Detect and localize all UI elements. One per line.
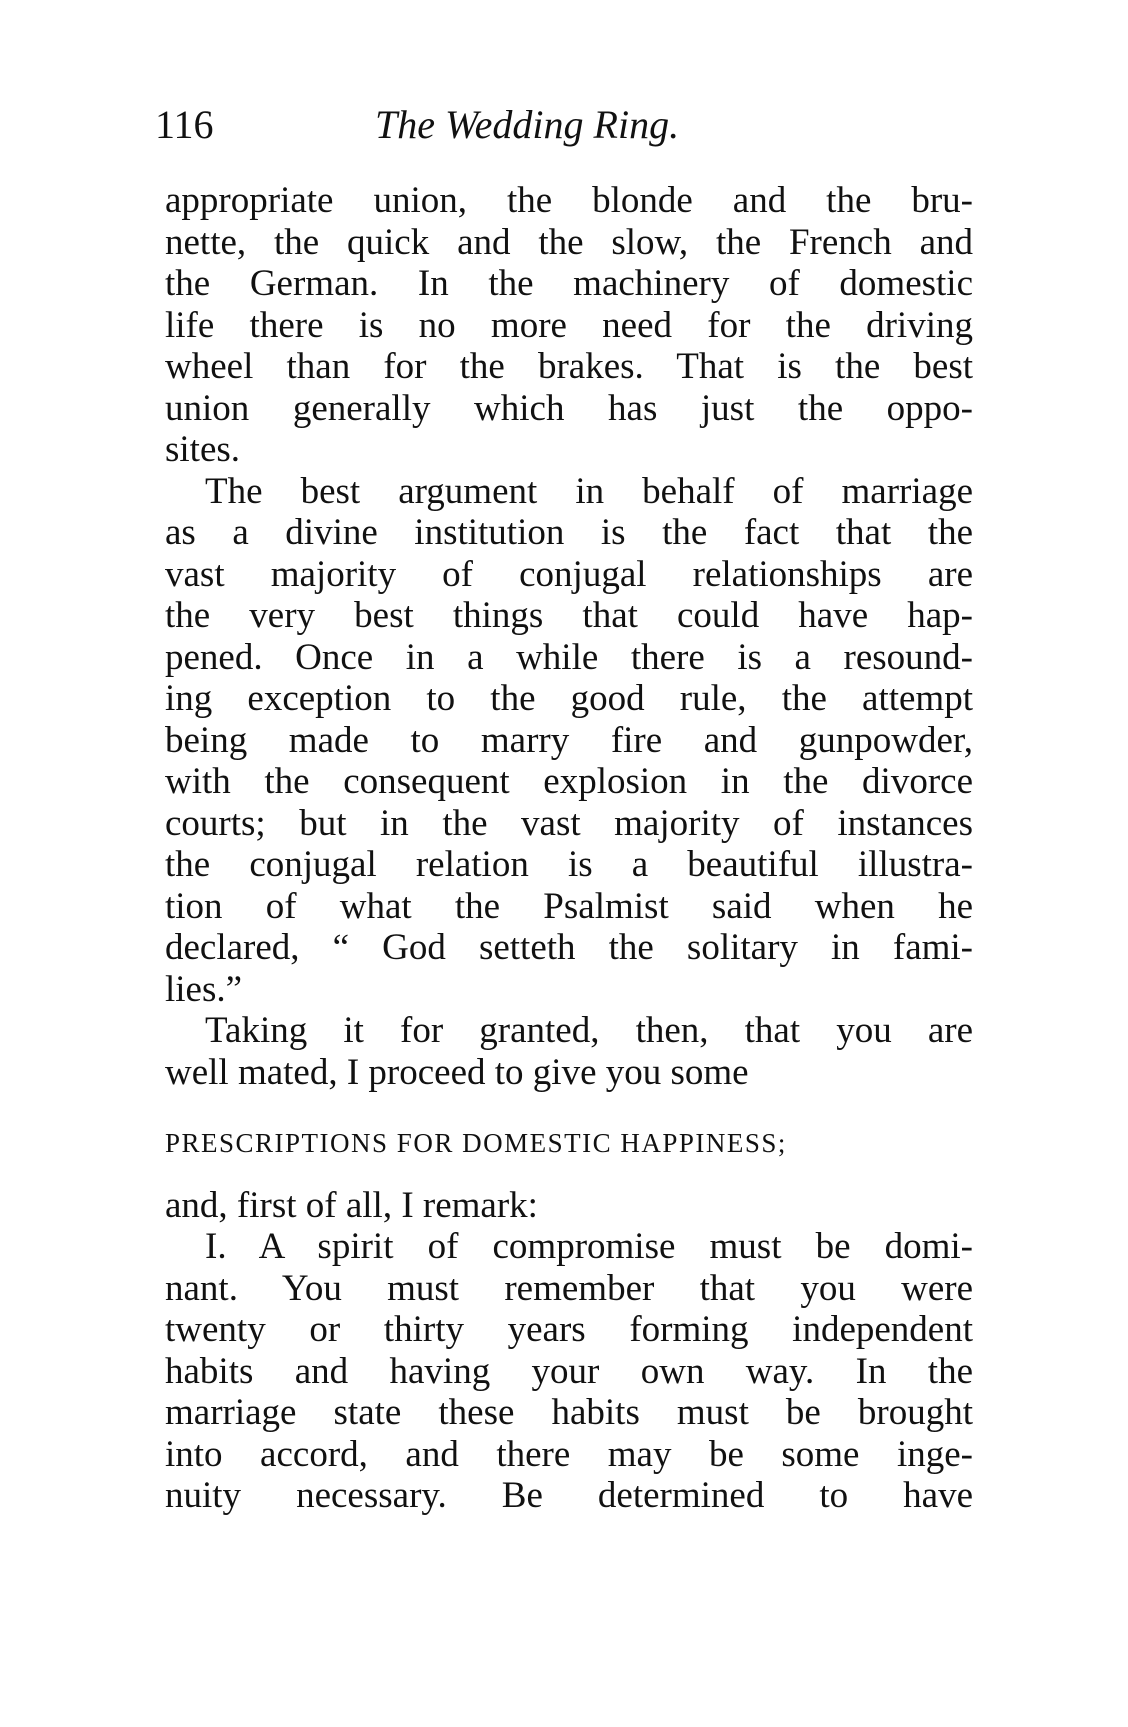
text-line: into accord, and there may be some inge- <box>165 1433 973 1475</box>
running-title: The Wedding Ring. <box>375 102 680 147</box>
text-line: vast majority of conjugal relationships are <box>165 553 973 595</box>
paragraph-5 <box>165 1226 973 1517</box>
text-line: marriage state these habits must be brought <box>165 1392 973 1433</box>
text-line: ing exception to the good rule, the attempt <box>165 678 973 719</box>
text-line: union generally which has just the oppo- <box>165 387 973 429</box>
text-line: appropriate union, the blonde and the bru- <box>165 180 973 221</box>
paragraph-1 <box>165 180 973 471</box>
text-line: nuity necessary. Be determined to have <box>165 1475 973 1516</box>
text-line: nant. You must remember that you were <box>165 1267 973 1309</box>
text-line: nette, the quick and the slow, the French and <box>165 221 973 263</box>
text-line: well mated, I proceed to give you some <box>165 1051 749 1093</box>
text-line: habits and having your own way. In the <box>165 1350 973 1392</box>
text-line: the German. In the machinery of domestic <box>165 263 973 304</box>
text-line: twenty or thirty years forming independent <box>165 1309 973 1350</box>
text-line: the very best things that could have hap- <box>165 595 973 636</box>
text-line: the conjugal relation is a beautiful illustra- <box>165 844 973 885</box>
text-line: being made to marry fire and gunpowder, <box>165 719 973 761</box>
text-line: life there is no more need for the driving <box>165 304 973 346</box>
body-text <box>165 180 973 1517</box>
text-line: with the consequent explosion in the divorce <box>165 761 973 802</box>
paragraph-4 <box>165 1185 973 1227</box>
text-line: sites. <box>165 429 241 470</box>
text-line: wheel than for the brakes. That is the best <box>165 346 973 387</box>
text-line: pened. Once in a while there is a resound- <box>165 636 973 678</box>
page-number: 116 <box>155 102 214 147</box>
section-heading: PRESCRIPTIONS FOR DOMESTIC HAPPINESS; <box>165 1128 787 1158</box>
text-line: as a divine institution is the fact that the <box>165 512 973 553</box>
text-line: courts; but in the vast majority of instances <box>165 802 973 844</box>
text-line: Taking it for granted, then, that you are <box>205 1010 973 1051</box>
text-line: tion of what the Psalmist said when he <box>165 885 973 927</box>
paragraph-3 <box>165 1010 973 1093</box>
text-line: I. A spirit of compromise must be domi- <box>205 1226 973 1267</box>
text-line: lies.” <box>165 968 243 1010</box>
text-line: declared, “ God setteth the solitary in fami- <box>165 927 973 968</box>
paragraph-2 <box>165 471 973 1011</box>
text-line: and, first of all, I remark: <box>165 1184 538 1226</box>
text-line: The best argument in behalf of marriage <box>205 470 973 512</box>
